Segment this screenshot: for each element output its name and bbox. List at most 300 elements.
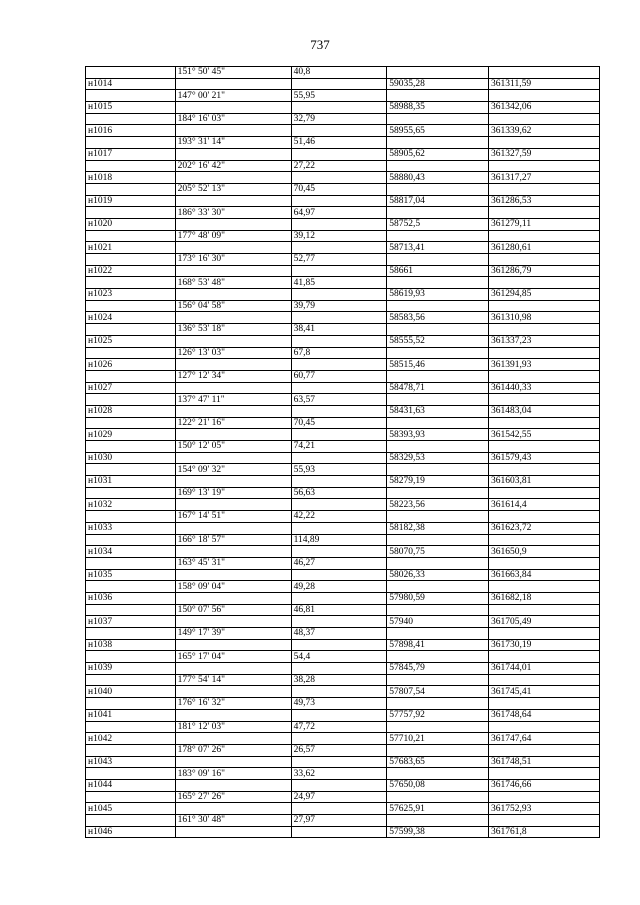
point-angle-cell: [175, 686, 291, 698]
segment-name-cell: [86, 698, 176, 710]
segment-y-cell: [489, 581, 600, 593]
segment-y-cell: [489, 347, 600, 359]
point-y: 361623,72: [489, 522, 600, 534]
segment-y-cell: [489, 67, 600, 79]
point-angle-cell: [175, 522, 291, 534]
point-row: [86, 592, 600, 604]
segment-name-cell: [86, 300, 176, 312]
point-x: 58880,43: [387, 172, 489, 184]
segment-name-cell: [86, 464, 176, 476]
point-x: 58661: [387, 265, 489, 277]
segment-y-cell: [489, 674, 600, 686]
point-angle-cell: [175, 826, 291, 838]
point-y: 361337,23: [489, 335, 600, 347]
point-length-cell: [291, 172, 387, 184]
point-row: [86, 733, 600, 745]
point-y: 361744,01: [489, 663, 600, 675]
segment-angle: 136° 53' 18": [175, 324, 291, 336]
point-angle-cell: [175, 452, 291, 464]
point-y: 361483,04: [489, 405, 600, 417]
segment-x-cell: [387, 791, 489, 803]
point-row: [86, 452, 600, 464]
point-row: [86, 616, 600, 628]
segment-y-cell: [489, 254, 600, 266]
point-name: н1041: [86, 709, 176, 721]
segment-length: 60,77: [291, 370, 387, 382]
segment-name-cell: [86, 534, 176, 546]
point-name: н1024: [86, 312, 176, 324]
segment-x-cell: [387, 534, 489, 546]
point-y: 361310,98: [489, 312, 600, 324]
point-name: н1030: [86, 452, 176, 464]
segment-y-cell: [489, 721, 600, 733]
segment-y-cell: [489, 557, 600, 569]
segment-y-cell: [489, 464, 600, 476]
point-angle-cell: [175, 546, 291, 558]
segment-length: 24,97: [291, 791, 387, 803]
segment-length: 48,37: [291, 628, 387, 640]
point-angle-cell: [175, 242, 291, 254]
segment-x-cell: [387, 277, 489, 289]
segment-name-cell: [86, 394, 176, 406]
point-length-cell: [291, 218, 387, 230]
page-number: 737: [310, 37, 330, 52]
segment-x-cell: [387, 113, 489, 125]
point-name: н1022: [86, 265, 176, 277]
segment-x-cell: [387, 464, 489, 476]
point-angle-cell: [175, 476, 291, 488]
segment-angle: 177° 48' 09": [175, 230, 291, 242]
point-x: 58905,62: [387, 148, 489, 160]
segment-row: [86, 324, 600, 336]
point-length-cell: [291, 382, 387, 394]
point-row: [86, 405, 600, 417]
point-y: 361663,84: [489, 569, 600, 581]
point-row: [86, 172, 600, 184]
point-y: 361440,33: [489, 382, 600, 394]
segment-y-cell: [489, 394, 600, 406]
point-angle-cell: [175, 429, 291, 441]
point-length-cell: [291, 592, 387, 604]
segment-angle: 154° 09' 32": [175, 464, 291, 476]
point-length-cell: [291, 102, 387, 114]
segment-y-cell: [489, 137, 600, 149]
point-x: 57710,21: [387, 733, 489, 745]
segment-angle: 161° 30' 48": [175, 815, 291, 827]
segment-length: 55,95: [291, 90, 387, 102]
point-name: н1031: [86, 476, 176, 488]
point-name: н1027: [86, 382, 176, 394]
point-angle-cell: [175, 639, 291, 651]
segment-y-cell: [489, 207, 600, 219]
segment-x-cell: [387, 604, 489, 616]
segment-x-cell: [387, 744, 489, 756]
segment-length: 54,4: [291, 651, 387, 663]
point-row: [86, 663, 600, 675]
point-name: н1037: [86, 616, 176, 628]
point-name: н1026: [86, 359, 176, 371]
point-y: 361311,59: [489, 78, 600, 90]
segment-x-cell: [387, 557, 489, 569]
segment-angle: 149° 17' 39": [175, 628, 291, 640]
point-y: 361746,66: [489, 779, 600, 791]
segment-x-cell: [387, 160, 489, 172]
segment-name-cell: [86, 557, 176, 569]
segment-name-cell: [86, 90, 176, 102]
point-angle-cell: [175, 195, 291, 207]
point-angle-cell: [175, 289, 291, 301]
segment-angle: 184° 16' 03": [175, 113, 291, 125]
point-name: н1045: [86, 803, 176, 815]
segment-name-cell: [86, 277, 176, 289]
point-name: н1019: [86, 195, 176, 207]
segment-angle: 193° 31' 14": [175, 137, 291, 149]
segment-y-cell: [489, 487, 600, 499]
segment-row: [86, 557, 600, 569]
segment-angle: 165° 27' 26": [175, 791, 291, 803]
point-y: 361327,59: [489, 148, 600, 160]
point-y: 361286,53: [489, 195, 600, 207]
segment-name-cell: [86, 254, 176, 266]
segment-x-cell: [387, 721, 489, 733]
segment-y-cell: [489, 628, 600, 640]
segment-name-cell: [86, 207, 176, 219]
segment-x-cell: [387, 417, 489, 429]
point-x: 57845,79: [387, 663, 489, 675]
segment-angle: 150° 12' 05": [175, 441, 291, 453]
segment-name-cell: [86, 815, 176, 827]
point-x: 58279,19: [387, 476, 489, 488]
point-length-cell: [291, 405, 387, 417]
point-name: н1034: [86, 546, 176, 558]
point-length-cell: [291, 125, 387, 137]
point-x: 57625,91: [387, 803, 489, 815]
segment-row: [86, 534, 600, 546]
segment-angle: 166° 18' 57": [175, 534, 291, 546]
segment-name-cell: [86, 487, 176, 499]
segment-length: 42,22: [291, 511, 387, 523]
point-length-cell: [291, 148, 387, 160]
point-y: 361748,64: [489, 709, 600, 721]
point-x: 58329,53: [387, 452, 489, 464]
segment-angle: 177° 54' 14": [175, 674, 291, 686]
point-length-cell: [291, 639, 387, 651]
segment-angle: 137° 47' 11": [175, 394, 291, 406]
point-x: 58070,75: [387, 546, 489, 558]
point-y: 361317,27: [489, 172, 600, 184]
segment-length: 46,27: [291, 557, 387, 569]
point-y: 361761,8: [489, 826, 600, 838]
segment-name-cell: [86, 791, 176, 803]
segment-name-cell: [86, 651, 176, 663]
point-y: 361730,19: [489, 639, 600, 651]
point-row: [86, 335, 600, 347]
segment-angle: 167° 14' 51": [175, 511, 291, 523]
segment-name-cell: [86, 113, 176, 125]
segment-y-cell: [489, 417, 600, 429]
segment-angle: 169° 13' 19": [175, 487, 291, 499]
point-row: [86, 218, 600, 230]
point-name: н1029: [86, 429, 176, 441]
point-y: 361542,55: [489, 429, 600, 441]
segment-length: 49,28: [291, 581, 387, 593]
segment-row: [86, 511, 600, 523]
point-row: [86, 709, 600, 721]
segment-row: [86, 300, 600, 312]
segment-length: 32,79: [291, 113, 387, 125]
point-x: 57898,41: [387, 639, 489, 651]
segment-x-cell: [387, 207, 489, 219]
segment-length: 26,57: [291, 744, 387, 756]
point-x: 58988,35: [387, 102, 489, 114]
segment-length: 47,72: [291, 721, 387, 733]
point-length-cell: [291, 78, 387, 90]
segment-row: [86, 90, 600, 102]
segment-angle: 176° 16' 32": [175, 698, 291, 710]
point-angle-cell: [175, 382, 291, 394]
segment-name-cell: [86, 628, 176, 640]
point-angle-cell: [175, 265, 291, 277]
segment-y-cell: [489, 744, 600, 756]
segment-x-cell: [387, 347, 489, 359]
segment-length: 27,22: [291, 160, 387, 172]
point-x: 58817,04: [387, 195, 489, 207]
point-x: 58182,38: [387, 522, 489, 534]
segment-name-cell: [86, 441, 176, 453]
point-name: н1032: [86, 499, 176, 511]
point-length-cell: [291, 522, 387, 534]
point-x: 58583,56: [387, 312, 489, 324]
point-x: 57980,59: [387, 592, 489, 604]
point-x: 58955,65: [387, 125, 489, 137]
point-angle-cell: [175, 779, 291, 791]
point-row: [86, 756, 600, 768]
point-angle-cell: [175, 499, 291, 511]
segment-y-cell: [489, 698, 600, 710]
segment-row: [86, 394, 600, 406]
point-row: [86, 569, 600, 581]
point-angle-cell: [175, 102, 291, 114]
point-y: 361650,9: [489, 546, 600, 558]
point-name: н1025: [86, 335, 176, 347]
point-name: н1043: [86, 756, 176, 768]
point-name: н1021: [86, 242, 176, 254]
point-length-cell: [291, 499, 387, 511]
point-row: [86, 289, 600, 301]
segment-length: 27,97: [291, 815, 387, 827]
point-length-cell: [291, 476, 387, 488]
point-y: 361752,93: [489, 803, 600, 815]
coordinates-table-body: [86, 67, 600, 838]
segment-angle: 202° 16' 42": [175, 160, 291, 172]
point-angle-cell: [175, 172, 291, 184]
segment-angle: 150° 07' 56": [175, 604, 291, 616]
point-x: 57683,65: [387, 756, 489, 768]
segment-length: 63,57: [291, 394, 387, 406]
segment-y-cell: [489, 277, 600, 289]
segment-angle: 178° 07' 26": [175, 744, 291, 756]
segment-row: [86, 277, 600, 289]
segment-row: [86, 464, 600, 476]
segment-name-cell: [86, 604, 176, 616]
segment-name-cell: [86, 744, 176, 756]
point-row: [86, 148, 600, 160]
point-length-cell: [291, 242, 387, 254]
point-length-cell: [291, 709, 387, 721]
segment-length: 51,46: [291, 137, 387, 149]
segment-name-cell: [86, 768, 176, 780]
point-angle-cell: [175, 803, 291, 815]
segment-length: 40,8: [291, 67, 387, 79]
segment-x-cell: [387, 90, 489, 102]
point-row: [86, 826, 600, 838]
segment-name-cell: [86, 137, 176, 149]
segment-y-cell: [489, 183, 600, 195]
segment-name-cell: [86, 511, 176, 523]
point-length-cell: [291, 335, 387, 347]
segment-length: 49,73: [291, 698, 387, 710]
segment-x-cell: [387, 183, 489, 195]
segment-row: [86, 744, 600, 756]
point-row: [86, 522, 600, 534]
point-y: 361279,11: [489, 218, 600, 230]
segment-row: [86, 254, 600, 266]
point-y: 361342,06: [489, 102, 600, 114]
point-y: 361747,64: [489, 733, 600, 745]
segment-y-cell: [489, 300, 600, 312]
segment-row: [86, 441, 600, 453]
point-name: н1040: [86, 686, 176, 698]
segment-x-cell: [387, 698, 489, 710]
segment-row: [86, 604, 600, 616]
segment-row: [86, 370, 600, 382]
point-row: [86, 312, 600, 324]
segment-angle: 186° 33' 30": [175, 207, 291, 219]
point-angle-cell: [175, 569, 291, 581]
segment-angle: 168° 53' 48": [175, 277, 291, 289]
point-row: [86, 102, 600, 114]
segment-x-cell: [387, 768, 489, 780]
point-y: 361391,93: [489, 359, 600, 371]
point-angle-cell: [175, 709, 291, 721]
segment-length: 74,21: [291, 441, 387, 453]
point-y: 361748,51: [489, 756, 600, 768]
segment-y-cell: [489, 511, 600, 523]
segment-x-cell: [387, 651, 489, 663]
segment-length: 70,45: [291, 183, 387, 195]
segment-length: 70,45: [291, 417, 387, 429]
point-x: 58713,41: [387, 242, 489, 254]
segment-row: [86, 207, 600, 219]
segment-name-cell: [86, 721, 176, 733]
segment-length: 114,89: [291, 534, 387, 546]
segment-x-cell: [387, 370, 489, 382]
point-y: 361294,85: [489, 289, 600, 301]
segment-y-cell: [489, 651, 600, 663]
segment-y-cell: [489, 604, 600, 616]
point-x: 58555,52: [387, 335, 489, 347]
point-length-cell: [291, 663, 387, 675]
point-length-cell: [291, 429, 387, 441]
segment-y-cell: [489, 791, 600, 803]
point-y: 361339,62: [489, 125, 600, 137]
point-angle-cell: [175, 359, 291, 371]
point-length-cell: [291, 546, 387, 558]
segment-row: [86, 347, 600, 359]
segment-length: 56,63: [291, 487, 387, 499]
point-length-cell: [291, 733, 387, 745]
point-angle-cell: [175, 663, 291, 675]
segment-y-cell: [489, 90, 600, 102]
segment-angle: 151° 50' 45": [175, 67, 291, 79]
segment-y-cell: [489, 230, 600, 242]
point-name: н1016: [86, 125, 176, 137]
point-row: [86, 476, 600, 488]
segment-y-cell: [489, 441, 600, 453]
point-y: 361705,49: [489, 616, 600, 628]
point-x: 58026,33: [387, 569, 489, 581]
segment-name-cell: [86, 324, 176, 336]
point-x: 58393,93: [387, 429, 489, 441]
point-row: [86, 686, 600, 698]
point-row: [86, 78, 600, 90]
point-angle-cell: [175, 148, 291, 160]
segment-angle: 163° 45' 31": [175, 557, 291, 569]
segment-angle: 165° 17' 04": [175, 651, 291, 663]
segment-angle: 173° 16' 30": [175, 254, 291, 266]
segment-x-cell: [387, 230, 489, 242]
segment-length: 52,77: [291, 254, 387, 266]
point-row: [86, 242, 600, 254]
segment-x-cell: [387, 254, 489, 266]
point-y: 361614,4: [489, 499, 600, 511]
point-name: н1033: [86, 522, 176, 534]
point-row: [86, 803, 600, 815]
segment-row: [86, 651, 600, 663]
point-angle-cell: [175, 312, 291, 324]
segment-row: [86, 137, 600, 149]
point-length-cell: [291, 312, 387, 324]
segment-length: 38,41: [291, 324, 387, 336]
segment-name-cell: [86, 674, 176, 686]
point-y: 361286,79: [489, 265, 600, 277]
point-angle-cell: [175, 405, 291, 417]
point-row: [86, 265, 600, 277]
segment-angle: 156° 04' 58": [175, 300, 291, 312]
point-length-cell: [291, 195, 387, 207]
point-name: н1015: [86, 102, 176, 114]
point-length-cell: [291, 289, 387, 301]
point-angle-cell: [175, 733, 291, 745]
point-y: 361745,41: [489, 686, 600, 698]
point-angle-cell: [175, 125, 291, 137]
point-row: [86, 429, 600, 441]
segment-length: 39,12: [291, 230, 387, 242]
point-row: [86, 499, 600, 511]
point-name: н1014: [86, 78, 176, 90]
point-length-cell: [291, 826, 387, 838]
segment-row: [86, 183, 600, 195]
segment-name-cell: [86, 370, 176, 382]
point-x: 57940: [387, 616, 489, 628]
point-row: [86, 125, 600, 137]
point-row: [86, 359, 600, 371]
segment-y-cell: [489, 370, 600, 382]
point-name: н1044: [86, 779, 176, 791]
segment-angle: 122° 21' 16": [175, 417, 291, 429]
segment-name-cell: [86, 347, 176, 359]
point-row: [86, 779, 600, 791]
